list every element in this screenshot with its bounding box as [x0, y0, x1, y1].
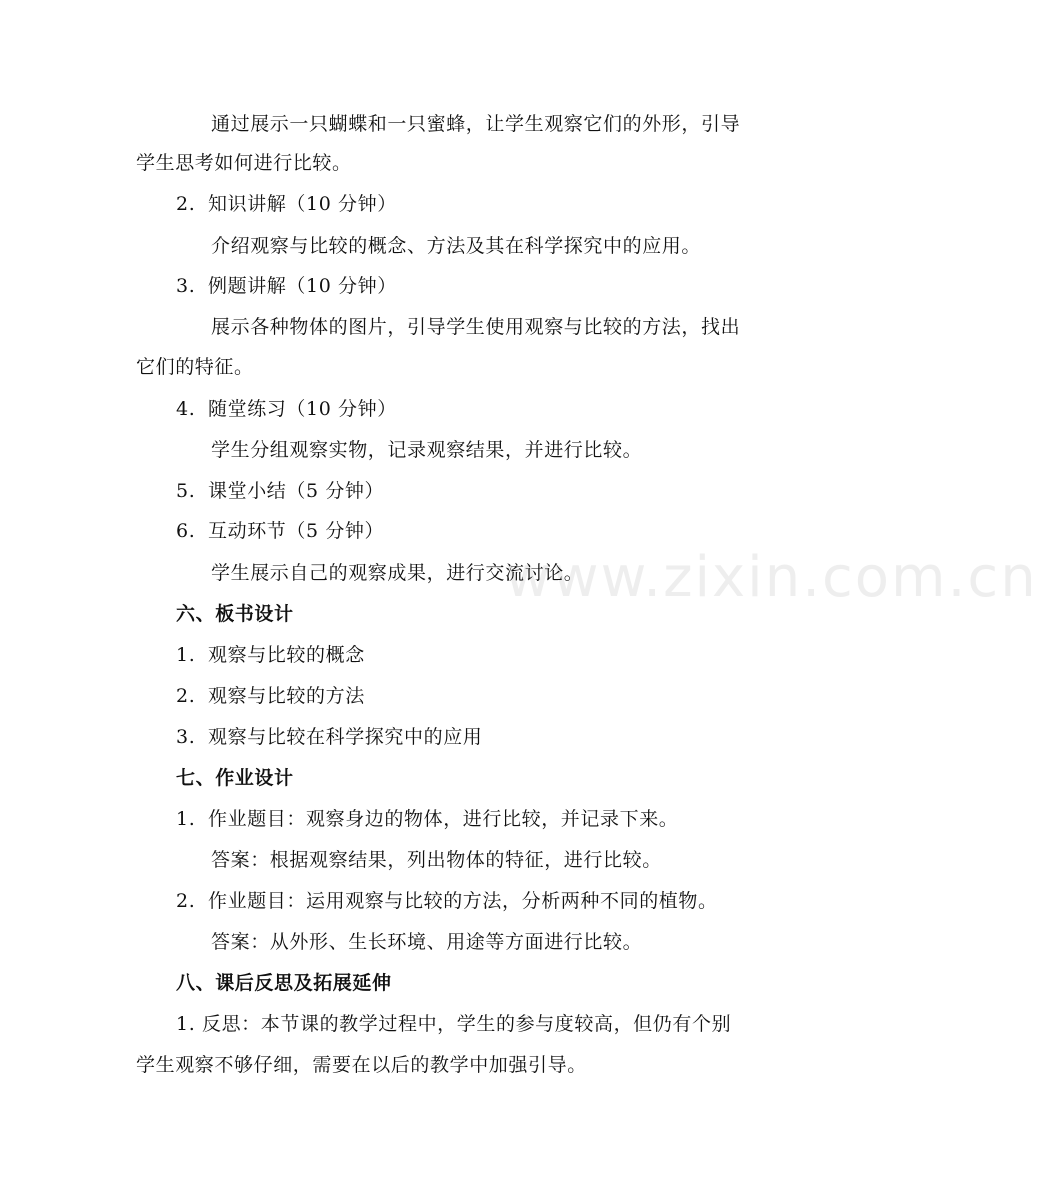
paragraph-line: 学生分组观察实物，记录观察结果，并进行比较。: [211, 439, 643, 461]
paragraph-line: 1. 反思：本节课的教学过程中，学生的参与度较高，但仍有个别: [176, 1013, 732, 1035]
answer-line: 答案：从外形、生长环境、用途等方面进行比较。: [211, 931, 643, 953]
list-item: [176, 274, 397, 298]
watermark: www.zixin.com.cn: [505, 545, 1038, 610]
list-item: [176, 889, 718, 913]
list-number: 1.: [176, 644, 196, 666]
paragraph-line: 介绍观察与比较的概念、方法及其在科学探究中的应用。: [211, 235, 702, 257]
list-item: [176, 192, 397, 216]
answer-line: 答案：根据观察结果，列出物体的特征，进行比较。: [211, 849, 662, 871]
paragraph-line: 学生思考如何进行比较。: [136, 152, 352, 174]
section-heading: 六、板书设计: [176, 603, 294, 625]
list-text: 互动环节（5 分钟）: [208, 520, 385, 542]
list-item: [176, 684, 365, 708]
list-text: 作业题目：观察身边的物体，进行比较，并记录下来。: [208, 808, 679, 830]
list-item: [176, 643, 365, 667]
list-text: 作业题目：运用观察与比较的方法，分析两种不同的植物。: [208, 890, 718, 912]
list-number: 2.: [176, 193, 196, 215]
list-item: [176, 397, 397, 421]
list-text: 课堂小结（5 分钟）: [208, 480, 385, 502]
paragraph-line: 学生展示自己的观察成果，进行交流讨论。: [211, 562, 584, 584]
list-item: [176, 725, 482, 749]
paragraph-line: 通过展示一只蝴蝶和一只蜜蜂，让学生观察它们的外形，引导: [211, 113, 741, 135]
list-number: 4.: [176, 398, 196, 420]
list-number: 3.: [176, 275, 196, 297]
list-item: [176, 519, 384, 543]
list-text: 观察与比较在科学探究中的应用: [208, 726, 483, 748]
list-number: 2.: [176, 685, 196, 707]
section-heading: 七、作业设计: [176, 767, 294, 789]
list-number: 5.: [176, 480, 196, 502]
list-text: 例题讲解（10 分钟）: [208, 275, 397, 297]
list-number: 3.: [176, 726, 196, 748]
list-item: [176, 479, 384, 503]
list-number: 1.: [176, 808, 196, 830]
paragraph-line: 它们的特征。: [136, 356, 254, 378]
list-text: 知识讲解（10 分钟）: [208, 193, 397, 215]
paragraph-line: 展示各种物体的图片，引导学生使用观察与比较的方法，找出: [211, 316, 741, 338]
list-number: 2.: [176, 890, 196, 912]
section-heading: 八、课后反思及拓展延伸: [176, 972, 392, 994]
paragraph-line: 学生观察不够仔细，需要在以后的教学中加强引导。: [136, 1054, 587, 1076]
list-text: 随堂练习（10 分钟）: [208, 398, 397, 420]
list-text: 观察与比较的方法: [208, 685, 365, 707]
list-number: 6.: [176, 520, 196, 542]
list-item: [176, 807, 678, 831]
list-text: 观察与比较的概念: [208, 644, 365, 666]
